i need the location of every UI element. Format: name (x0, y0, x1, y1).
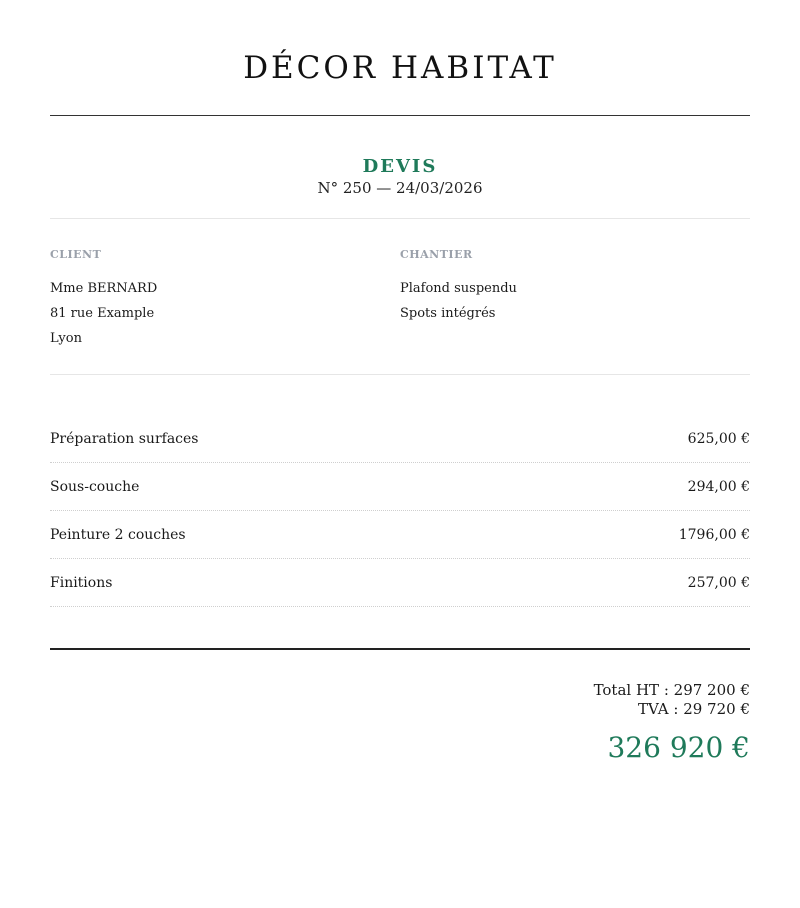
item-amount: 294,00 € (687, 478, 750, 495)
site-line: Plafond suspendu (400, 281, 517, 296)
line-items (50, 415, 750, 607)
site-block (400, 248, 750, 351)
section-divider (50, 374, 750, 375)
line-item (50, 559, 750, 607)
item-description: Sous-couche (50, 478, 140, 495)
client-city: Lyon (50, 331, 82, 346)
total-ttc: 326 920 € (607, 731, 750, 764)
item-amount: 1796,00 € (678, 526, 750, 543)
client-name: Mme BERNARD (50, 281, 158, 296)
client-address: 81 rue Example (50, 306, 155, 321)
document-reference: N° 250 — 24/03/2026 (317, 179, 483, 197)
item-description: Finitions (50, 574, 113, 591)
line-item (50, 463, 750, 511)
total-tva: TVA : 29 720 € (637, 700, 750, 718)
document-header (50, 156, 750, 198)
item-amount: 625,00 € (687, 430, 750, 447)
quote-document (50, 0, 750, 766)
item-description: Préparation surfaces (50, 430, 199, 447)
line-item (50, 415, 750, 463)
line-item (50, 511, 750, 559)
site-line: Spots intégrés (400, 306, 496, 321)
client-block (50, 248, 400, 351)
site-details (400, 276, 750, 326)
totals-block (50, 681, 750, 766)
client-details (50, 276, 400, 351)
section-divider (50, 218, 750, 219)
total-ht: Total HT : 297 200 € (593, 681, 750, 699)
item-amount: 257,00 € (687, 574, 750, 591)
parties-block (50, 248, 750, 351)
item-description: Peinture 2 couches (50, 526, 186, 543)
header-divider (50, 115, 750, 116)
document-type: DEVIS (362, 156, 438, 177)
totals-divider (50, 648, 750, 650)
client-label: CLIENT (50, 248, 102, 261)
site-label: CHANTIER (400, 248, 473, 261)
company-name: DÉCOR HABITAT (243, 50, 557, 86)
